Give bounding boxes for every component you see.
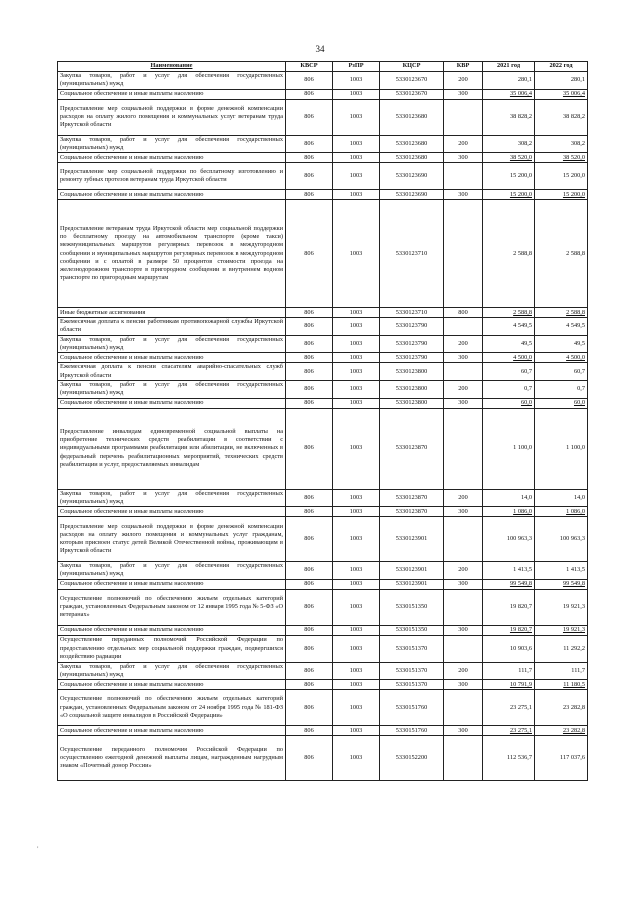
cell-rzpr: 1003 bbox=[333, 318, 380, 336]
table-row bbox=[58, 726, 588, 736]
table-row bbox=[58, 380, 588, 398]
table-row bbox=[58, 589, 588, 625]
cell-name: Социальное обеспечение и иные выплаты населению bbox=[58, 153, 286, 163]
table-row bbox=[58, 135, 588, 153]
cell-name: Социальное обеспечение и иные выплаты населению bbox=[58, 190, 286, 200]
cell-y2021: 23 275,1 bbox=[483, 726, 535, 736]
cell-kcsr: 5330151350 bbox=[380, 589, 444, 625]
table-row bbox=[58, 89, 588, 99]
cell-y2021: 4 500,0 bbox=[483, 353, 535, 363]
cell-rzpr: 1003 bbox=[333, 163, 380, 190]
cell-y2021: 23 275,1 bbox=[483, 690, 535, 726]
cell-y2022: 100 963,3 bbox=[535, 517, 588, 562]
cell-name: Предоставление мер социальной поддержки в форме денежной компенсации расходов на оплату жилого помещения и коммунальных услуг гражданам, которым присвоен статус детей Великой Отечественной войны, проживающим в Иркутской области bbox=[58, 517, 286, 562]
cell-y2021: 99 549,8 bbox=[483, 579, 535, 589]
cell-y2022: 4 549,5 bbox=[535, 318, 588, 336]
cell-kvr: 300 bbox=[444, 190, 483, 200]
cell-y2021: 2 588,8 bbox=[483, 308, 535, 318]
cell-y2021: 19 820,7 bbox=[483, 625, 535, 635]
cell-name: Социальное обеспечение и иные выплаты населению bbox=[58, 726, 286, 736]
cell-kvsr: 806 bbox=[286, 89, 333, 99]
cell-kcsr: 5330123690 bbox=[380, 163, 444, 190]
cell-kvsr: 806 bbox=[286, 562, 333, 580]
cell-kvsr: 806 bbox=[286, 190, 333, 200]
cell-kvsr: 806 bbox=[286, 335, 333, 353]
cell-rzpr: 1003 bbox=[333, 517, 380, 562]
cell-kvr: 200 bbox=[444, 72, 483, 90]
cell-rzpr: 1003 bbox=[333, 562, 380, 580]
cell-name: Закупка товаров, работ и услуг для обеспечения государственных (муниципальных) нужд bbox=[58, 335, 286, 353]
cell-y2022: 35 006,4 bbox=[535, 89, 588, 99]
cell-y2021: 2 588,8 bbox=[483, 200, 535, 308]
cell-y2022: 11 292,2 bbox=[535, 635, 588, 662]
cell-kvr: 300 bbox=[444, 625, 483, 635]
cell-kcsr: 5330123800 bbox=[380, 398, 444, 408]
cell-kcsr: 5330123680 bbox=[380, 153, 444, 163]
table-row bbox=[58, 489, 588, 507]
cell-rzpr: 1003 bbox=[333, 72, 380, 90]
table-row bbox=[58, 318, 588, 336]
table-row bbox=[58, 517, 588, 562]
cell-y2021: 4 549,5 bbox=[483, 318, 535, 336]
cell-kcsr: 5330123680 bbox=[380, 135, 444, 153]
cell-kcsr: 5330152200 bbox=[380, 736, 444, 781]
cell-name: Осуществление переданного полномочия Российской Федерации по осуществлению ежегодной денежной выплаты лицам, награжденным нагрудным знаком «Почетный донор России» bbox=[58, 736, 286, 781]
cell-rzpr: 1003 bbox=[333, 99, 380, 135]
table-row bbox=[58, 736, 588, 781]
cell-y2022: 2 588,8 bbox=[535, 308, 588, 318]
cell-kvsr: 806 bbox=[286, 200, 333, 308]
table-row bbox=[58, 408, 588, 489]
cell-y2022: 111,7 bbox=[535, 662, 588, 680]
cell-kvsr: 806 bbox=[286, 736, 333, 781]
cell-y2021: 38 520,0 bbox=[483, 153, 535, 163]
cell-rzpr: 1003 bbox=[333, 680, 380, 690]
cell-kvr bbox=[444, 408, 483, 489]
cell-name: Закупка товаров, работ и услуг для обеспечения государственных (муниципальных) нужд bbox=[58, 662, 286, 680]
cell-kvr: 300 bbox=[444, 153, 483, 163]
cell-y2021: 1 086,0 bbox=[483, 507, 535, 517]
cell-y2022: 2 588,8 bbox=[535, 200, 588, 308]
cell-kvr: 300 bbox=[444, 507, 483, 517]
cell-y2021: 60,7 bbox=[483, 363, 535, 381]
header-rzpr: РзПР bbox=[333, 62, 380, 72]
cell-kvsr: 806 bbox=[286, 589, 333, 625]
cell-kvsr: 806 bbox=[286, 380, 333, 398]
cell-y2021: 35 006,4 bbox=[483, 89, 535, 99]
table-row bbox=[58, 72, 588, 90]
cell-y2022: 38 828,2 bbox=[535, 99, 588, 135]
cell-kvr bbox=[444, 635, 483, 662]
cell-y2021: 111,7 bbox=[483, 662, 535, 680]
cell-rzpr: 1003 bbox=[333, 135, 380, 153]
cell-name: Предоставление ветеранам труда Иркутской области мер социальной поддержки по бесплатному проезду на автомобильном транспорте (кроме такси) межмуниципальных маршрутов регулярных перевозок в междугородном сообщении и муниципальных маршрутов регулярных перевозок в междугородном сообщении и с оплатой в размере 50 процентов стоимости проезда на железнодорожном транспорте в пригородном сообщении и внутреннем водном транспорте по пригородным маршрутам bbox=[58, 200, 286, 308]
table-row bbox=[58, 507, 588, 517]
cell-rzpr: 1003 bbox=[333, 335, 380, 353]
table-row bbox=[58, 190, 588, 200]
cell-kcsr: 5330151760 bbox=[380, 690, 444, 726]
cell-name: Ежемесячная доплата к пенсии спасателям аварийно-спасательных служб Иркутской области bbox=[58, 363, 286, 381]
cell-name: Социальное обеспечение и иные выплаты населению bbox=[58, 680, 286, 690]
cell-y2022: 60,7 bbox=[535, 363, 588, 381]
cell-rzpr: 1003 bbox=[333, 89, 380, 99]
cell-name: Предоставление инвалидам единовременной социальной выплаты на приобретение технических средств реабилитации в соответствии с индивидуальными программами реабилитации или абилитации, не включенных в федеральный перечень реабилитационных мероприятий, технических средств реабилитации и услуг, предоставляемых инвалидам bbox=[58, 408, 286, 489]
cell-rzpr: 1003 bbox=[333, 380, 380, 398]
cell-name: Иные бюджетные ассигнования bbox=[58, 308, 286, 318]
cell-y2021: 280,1 bbox=[483, 72, 535, 90]
cell-rzpr: 1003 bbox=[333, 507, 380, 517]
cell-kvr: 200 bbox=[444, 380, 483, 398]
cell-name: Ежемесячная доплата к пенсии работникам противопожарной службы Иркутской области bbox=[58, 318, 286, 336]
cell-kvr bbox=[444, 163, 483, 190]
cell-kvr bbox=[444, 690, 483, 726]
cell-kcsr: 5330123901 bbox=[380, 517, 444, 562]
table-row bbox=[58, 335, 588, 353]
cell-rzpr: 1003 bbox=[333, 308, 380, 318]
cell-kcsr: 5330151760 bbox=[380, 726, 444, 736]
cell-kvsr: 806 bbox=[286, 153, 333, 163]
cell-y2021: 10 791,9 bbox=[483, 680, 535, 690]
cell-name: Социальное обеспечение и иные выплаты населению bbox=[58, 625, 286, 635]
cell-kvsr: 806 bbox=[286, 363, 333, 381]
cell-kcsr: 5330123710 bbox=[380, 200, 444, 308]
cell-kcsr: 5330123901 bbox=[380, 579, 444, 589]
header-kvr: КВР bbox=[444, 62, 483, 72]
cell-kvr bbox=[444, 99, 483, 135]
cell-kvsr: 806 bbox=[286, 72, 333, 90]
cell-y2022: 117 037,6 bbox=[535, 736, 588, 781]
cell-kvr: 300 bbox=[444, 89, 483, 99]
cell-name: Предоставление мер социальной поддержки по бесплатному изготовлению и ремонту зубных протезов ветеранам труда Иркутской области bbox=[58, 163, 286, 190]
cell-kcsr: 5330123870 bbox=[380, 489, 444, 507]
cell-kvsr: 806 bbox=[286, 690, 333, 726]
header-kvsr: КВСР bbox=[286, 62, 333, 72]
cell-y2022: 308,2 bbox=[535, 135, 588, 153]
cell-rzpr: 1003 bbox=[333, 635, 380, 662]
cell-y2021: 100 963,3 bbox=[483, 517, 535, 562]
cell-y2021: 15 200,0 bbox=[483, 190, 535, 200]
table-row bbox=[58, 662, 588, 680]
table-row bbox=[58, 579, 588, 589]
cell-kvr: 300 bbox=[444, 353, 483, 363]
cell-kcsr: 5330123710 bbox=[380, 308, 444, 318]
table-header-row bbox=[58, 62, 588, 72]
cell-rzpr: 1003 bbox=[333, 690, 380, 726]
cell-kcsr: 5330123690 bbox=[380, 190, 444, 200]
cell-rzpr: 1003 bbox=[333, 200, 380, 308]
table-row bbox=[58, 308, 588, 318]
cell-y2021: 15 200,0 bbox=[483, 163, 535, 190]
cell-y2022: 49,5 bbox=[535, 335, 588, 353]
cell-kvr: 200 bbox=[444, 335, 483, 353]
cell-kvr bbox=[444, 589, 483, 625]
cell-kcsr: 5330123670 bbox=[380, 89, 444, 99]
cell-kvsr: 806 bbox=[286, 318, 333, 336]
cell-y2021: 38 828,2 bbox=[483, 99, 535, 135]
cell-y2022: 19 921,3 bbox=[535, 589, 588, 625]
cell-name: Осуществление переданных полномочий Российской Федерации по предоставлению отдельных мер социальной поддержки граждан, подвергшихся воздействию радиации bbox=[58, 635, 286, 662]
cell-kcsr: 5330123800 bbox=[380, 363, 444, 381]
cell-kcsr: 5330123670 bbox=[380, 72, 444, 90]
cell-kvr: 800 bbox=[444, 308, 483, 318]
table-row bbox=[58, 398, 588, 408]
cell-y2022: 1 413,5 bbox=[535, 562, 588, 580]
cell-rzpr: 1003 bbox=[333, 153, 380, 163]
cell-rzpr: 1003 bbox=[333, 589, 380, 625]
cell-name: Социальное обеспечение и иные выплаты населению bbox=[58, 579, 286, 589]
cell-kcsr: 5330151370 bbox=[380, 680, 444, 690]
table-row bbox=[58, 562, 588, 580]
cell-kvr bbox=[444, 736, 483, 781]
cell-rzpr: 1003 bbox=[333, 662, 380, 680]
table-row bbox=[58, 363, 588, 381]
cell-kvr bbox=[444, 318, 483, 336]
page-number: 34 bbox=[315, 44, 325, 54]
cell-rzpr: 1003 bbox=[333, 579, 380, 589]
cell-kvsr: 806 bbox=[286, 99, 333, 135]
cell-kvr: 300 bbox=[444, 680, 483, 690]
cell-kvsr: 806 bbox=[286, 507, 333, 517]
cell-y2021: 60,0 bbox=[483, 398, 535, 408]
cell-y2022: 38 520,0 bbox=[535, 153, 588, 163]
cell-y2022: 280,1 bbox=[535, 72, 588, 90]
cell-name: Социальное обеспечение и иные выплаты населению bbox=[58, 398, 286, 408]
budget-table bbox=[57, 61, 588, 781]
cell-name: Осуществление полномочий по обеспечению жильем отдельных категорий граждан, установленных Федеральным законом от 12 января 1995 года № 5-ФЗ «О ветеранах» bbox=[58, 589, 286, 625]
table-row bbox=[58, 163, 588, 190]
cell-kvsr: 806 bbox=[286, 353, 333, 363]
cell-kvr: 200 bbox=[444, 562, 483, 580]
cell-kvr bbox=[444, 363, 483, 381]
cell-y2022: 11 180,5 bbox=[535, 680, 588, 690]
cell-kvsr: 806 bbox=[286, 308, 333, 318]
cell-y2022: 0,7 bbox=[535, 380, 588, 398]
cell-kvsr: 806 bbox=[286, 625, 333, 635]
cell-kvsr: 806 bbox=[286, 680, 333, 690]
table-row bbox=[58, 635, 588, 662]
cell-name: Закупка товаров, работ и услуг для обеспечения государственных (муниципальных) нужд bbox=[58, 562, 286, 580]
cell-kcsr: 5330151370 bbox=[380, 662, 444, 680]
cell-kvr: 300 bbox=[444, 726, 483, 736]
cell-name: Закупка товаров, работ и услуг для обеспечения государственных (муниципальных) нужд bbox=[58, 135, 286, 153]
cell-y2022: 60,0 bbox=[535, 398, 588, 408]
cell-name: Закупка товаров, работ и услуг для обеспечения государственных (муниципальных) нужд bbox=[58, 489, 286, 507]
cell-y2022: 23 282,8 bbox=[535, 690, 588, 726]
cell-kcsr: 5330123901 bbox=[380, 562, 444, 580]
cell-kcsr: 5330123800 bbox=[380, 380, 444, 398]
cell-name: Осуществление полномочий по обеспечению жильем отдельных категорий граждан, установленных Федеральным законом от 24 ноября 1995 года № 181-ФЗ «О социальной защите инвалидов в Российской Федерации» bbox=[58, 690, 286, 726]
cell-kvsr: 806 bbox=[286, 398, 333, 408]
cell-kcsr: 5330123790 bbox=[380, 335, 444, 353]
table-row bbox=[58, 153, 588, 163]
cell-y2021: 112 536,7 bbox=[483, 736, 535, 781]
cell-kvsr: 806 bbox=[286, 163, 333, 190]
cell-kvr bbox=[444, 200, 483, 308]
cell-name: Закупка товаров, работ и услуг для обеспечения государственных (муниципальных) нужд bbox=[58, 72, 286, 90]
cell-kcsr: 5330123680 bbox=[380, 99, 444, 135]
cell-kcsr: 5330123790 bbox=[380, 353, 444, 363]
cell-rzpr: 1003 bbox=[333, 190, 380, 200]
cell-kvr bbox=[444, 517, 483, 562]
cell-rzpr: 1003 bbox=[333, 353, 380, 363]
table-row bbox=[58, 99, 588, 135]
cell-y2021: 10 903,6 bbox=[483, 635, 535, 662]
cell-rzpr: 1003 bbox=[333, 363, 380, 381]
cell-kvr: 200 bbox=[444, 489, 483, 507]
header-name: Наименование bbox=[58, 62, 286, 72]
cell-y2021: 0,7 bbox=[483, 380, 535, 398]
cell-y2022: 1 086,0 bbox=[535, 507, 588, 517]
cell-kvsr: 806 bbox=[286, 726, 333, 736]
cell-rzpr: 1003 bbox=[333, 398, 380, 408]
cell-rzpr: 1003 bbox=[333, 736, 380, 781]
cell-kcsr: 5330151350 bbox=[380, 625, 444, 635]
header-kcsr: КЦСР bbox=[380, 62, 444, 72]
cell-rzpr: 1003 bbox=[333, 489, 380, 507]
cell-y2022: 23 282,8 bbox=[535, 726, 588, 736]
cell-y2022: 14,0 bbox=[535, 489, 588, 507]
cell-rzpr: 1003 bbox=[333, 408, 380, 489]
cell-name: Социальное обеспечение и иные выплаты населению bbox=[58, 89, 286, 99]
cell-kvr: 200 bbox=[444, 662, 483, 680]
cell-kvr: 200 bbox=[444, 135, 483, 153]
cell-y2022: 15 200,0 bbox=[535, 190, 588, 200]
cell-y2022: 15 200,0 bbox=[535, 163, 588, 190]
table-row bbox=[58, 625, 588, 635]
scan-mark: , bbox=[37, 843, 39, 849]
cell-kvsr: 806 bbox=[286, 662, 333, 680]
cell-y2021: 308,2 bbox=[483, 135, 535, 153]
cell-kvsr: 806 bbox=[286, 579, 333, 589]
cell-name: Закупка товаров, работ и услуг для обеспечения государственных (муниципальных) нужд bbox=[58, 380, 286, 398]
cell-y2021: 1 413,5 bbox=[483, 562, 535, 580]
cell-kvsr: 806 bbox=[286, 489, 333, 507]
cell-y2022: 19 921,3 bbox=[535, 625, 588, 635]
header-2022: 2022 год bbox=[535, 62, 588, 72]
cell-kvr: 300 bbox=[444, 579, 483, 589]
cell-y2021: 14,0 bbox=[483, 489, 535, 507]
table-row bbox=[58, 200, 588, 308]
cell-kvsr: 806 bbox=[286, 517, 333, 562]
cell-kcsr: 5330123870 bbox=[380, 507, 444, 517]
cell-rzpr: 1003 bbox=[333, 625, 380, 635]
cell-kcsr: 5330123870 bbox=[380, 408, 444, 489]
cell-y2021: 19 820,7 bbox=[483, 589, 535, 625]
cell-y2022: 99 549,8 bbox=[535, 579, 588, 589]
cell-kcsr: 5330151370 bbox=[380, 635, 444, 662]
cell-name: Социальное обеспечение и иные выплаты населению bbox=[58, 353, 286, 363]
cell-kvsr: 806 bbox=[286, 408, 333, 489]
cell-kvr: 300 bbox=[444, 398, 483, 408]
table-row bbox=[58, 353, 588, 363]
cell-kvsr: 806 bbox=[286, 135, 333, 153]
cell-name: Предоставление мер социальной поддержки в форме денежной компенсации расходов на оплату жилого помещения и коммунальных услуг ветеранам труда Иркутской области bbox=[58, 99, 286, 135]
cell-rzpr: 1003 bbox=[333, 726, 380, 736]
table-row bbox=[58, 680, 588, 690]
cell-name: Социальное обеспечение и иные выплаты населению bbox=[58, 507, 286, 517]
cell-y2022: 4 500,0 bbox=[535, 353, 588, 363]
cell-y2022: 1 100,0 bbox=[535, 408, 588, 489]
cell-kcsr: 5330123790 bbox=[380, 318, 444, 336]
cell-y2021: 49,5 bbox=[483, 335, 535, 353]
cell-y2021: 1 100,0 bbox=[483, 408, 535, 489]
header-2021: 2021 год bbox=[483, 62, 535, 72]
cell-kvsr: 806 bbox=[286, 635, 333, 662]
table-row bbox=[58, 690, 588, 726]
